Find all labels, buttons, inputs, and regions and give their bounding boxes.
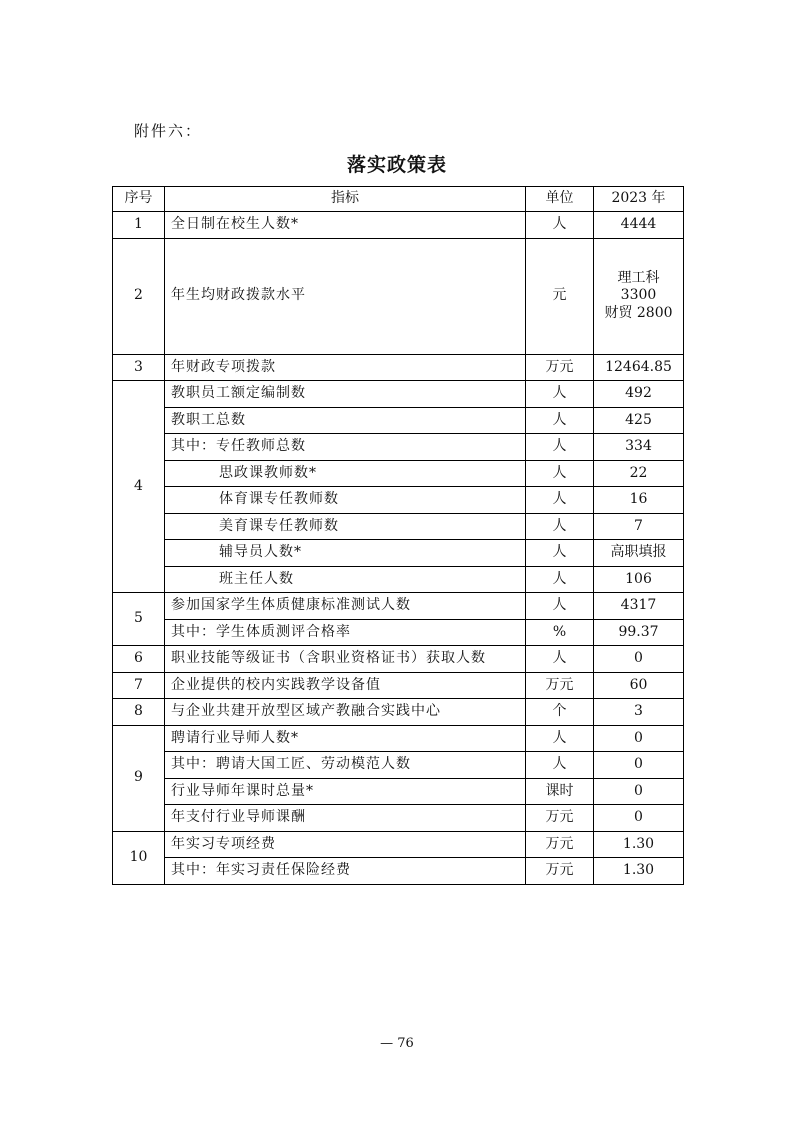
row-seq: 3: [113, 354, 165, 381]
row-unit: 人: [526, 646, 594, 673]
table-row: [113, 778, 684, 805]
row-unit: 人: [526, 460, 594, 487]
policy-table: [112, 186, 684, 885]
row-value-line: 3300: [620, 287, 657, 304]
row-unit: 人: [526, 434, 594, 461]
table-row: [113, 212, 684, 239]
row-indicator: 思政课教师数*: [165, 460, 526, 487]
attachment-label: 附件六：: [134, 122, 203, 140]
row-unit: 人: [526, 566, 594, 593]
row-value: 7: [594, 513, 684, 540]
row-indicator: 其中：聘请大国工匠、劳动模范人数: [165, 752, 526, 779]
row-value: 高职填报: [594, 540, 684, 567]
row-indicator: 年实习专项经费: [165, 831, 526, 858]
row-unit: 万元: [526, 858, 594, 885]
table-row: [113, 540, 684, 567]
row-value: 1.30: [594, 831, 684, 858]
row-unit: 人: [526, 212, 594, 239]
row-value: 106: [594, 566, 684, 593]
table-row: [113, 381, 684, 408]
row-value: [594, 238, 684, 354]
row-seq: 6: [113, 646, 165, 673]
table-row: [113, 699, 684, 726]
row-value: 0: [594, 752, 684, 779]
row-unit: 人: [526, 593, 594, 620]
row-indicator: 参加国家学生体质健康标准测试人数: [165, 593, 526, 620]
row-unit: 元: [526, 238, 594, 354]
table-row: [113, 672, 684, 699]
row-unit: 人: [526, 752, 594, 779]
table-row: [113, 460, 684, 487]
document-title: 落实政策表: [346, 154, 447, 176]
row-seq: 10: [113, 831, 165, 884]
row-indicator: 其中：年实习责任保险经费: [165, 858, 526, 885]
row-value: 334: [594, 434, 684, 461]
table-row: [113, 805, 684, 832]
row-value: 60: [594, 672, 684, 699]
header-indicator: 指标: [165, 187, 526, 212]
table-row: [113, 407, 684, 434]
row-indicator: 年财政专项拨款: [165, 354, 526, 381]
row-value: 0: [594, 725, 684, 752]
row-value: 1.30: [594, 858, 684, 885]
row-indicator: 聘请行业导师人数*: [165, 725, 526, 752]
row-unit: 课时: [526, 778, 594, 805]
table-row: [113, 593, 684, 620]
row-value: 12464.85: [594, 354, 684, 381]
row-unit: 人: [526, 513, 594, 540]
row-indicator: 其中：专任教师总数: [165, 434, 526, 461]
table-row: [113, 831, 684, 858]
row-seq: 1: [113, 212, 165, 239]
header-seq: 序号: [113, 187, 165, 212]
table-row: [113, 513, 684, 540]
row-value-line: 理工科: [617, 269, 660, 286]
row-value: 0: [594, 778, 684, 805]
row-seq: 7: [113, 672, 165, 699]
row-unit: 万元: [526, 354, 594, 381]
row-indicator: 企业提供的校内实践教学设备值: [165, 672, 526, 699]
row-value: 99.37: [594, 619, 684, 646]
row-seq: 9: [113, 725, 165, 831]
row-indicator: 教职工总数: [165, 407, 526, 434]
table-body: [113, 212, 684, 885]
header-unit: 单位: [526, 187, 594, 212]
table-row: [113, 646, 684, 673]
row-indicator: 全日制在校生人数*: [165, 212, 526, 239]
row-value: 22: [594, 460, 684, 487]
table-row: [113, 858, 684, 885]
row-value: 425: [594, 407, 684, 434]
table-row: [113, 238, 684, 354]
row-value: 0: [594, 805, 684, 832]
table-row: [113, 619, 684, 646]
row-indicator: 教职员工额定编制数: [165, 381, 526, 408]
row-value: 4317: [594, 593, 684, 620]
row-unit: %: [526, 619, 594, 646]
row-indicator: 行业导师年课时总量*: [165, 778, 526, 805]
row-indicator: 美育课专任教师数: [165, 513, 526, 540]
row-unit: 万元: [526, 672, 594, 699]
row-seq: 8: [113, 699, 165, 726]
table-header-row: [113, 187, 684, 212]
row-value: 16: [594, 487, 684, 514]
table-row: [113, 487, 684, 514]
row-seq: 5: [113, 593, 165, 646]
row-indicator: 辅导员人数*: [165, 540, 526, 567]
row-value: 492: [594, 381, 684, 408]
row-unit: 万元: [526, 805, 594, 832]
page-number: — 76: [380, 1036, 414, 1051]
row-indicator: 与企业共建开放型区域产教融合实践中心: [165, 699, 526, 726]
row-value: 4444: [594, 212, 684, 239]
row-indicator: 其中：学生体质测评合格率: [165, 619, 526, 646]
row-unit: 人: [526, 540, 594, 567]
table-row: [113, 434, 684, 461]
table-row: [113, 354, 684, 381]
table-row: [113, 566, 684, 593]
row-indicator: 职业技能等级证书（含职业资格证书）获取人数: [165, 646, 526, 673]
row-indicator: 班主任人数: [165, 566, 526, 593]
row-unit: 人: [526, 381, 594, 408]
row-value: 0: [594, 646, 684, 673]
row-indicator: 年生均财政拨款水平: [165, 238, 526, 354]
header-year: 2023 年: [594, 187, 684, 212]
table-row: [113, 752, 684, 779]
row-unit: 个: [526, 699, 594, 726]
table-row: [113, 725, 684, 752]
row-indicator: 年支付行业导师课酬: [165, 805, 526, 832]
row-unit: 人: [526, 725, 594, 752]
row-indicator: 体育课专任教师数: [165, 487, 526, 514]
row-unit: 人: [526, 487, 594, 514]
row-unit: 万元: [526, 831, 594, 858]
row-seq: 2: [113, 238, 165, 354]
row-value-line: 财贸 2800: [604, 304, 673, 321]
row-seq: 4: [113, 381, 165, 593]
row-unit: 人: [526, 407, 594, 434]
row-value: 3: [594, 699, 684, 726]
